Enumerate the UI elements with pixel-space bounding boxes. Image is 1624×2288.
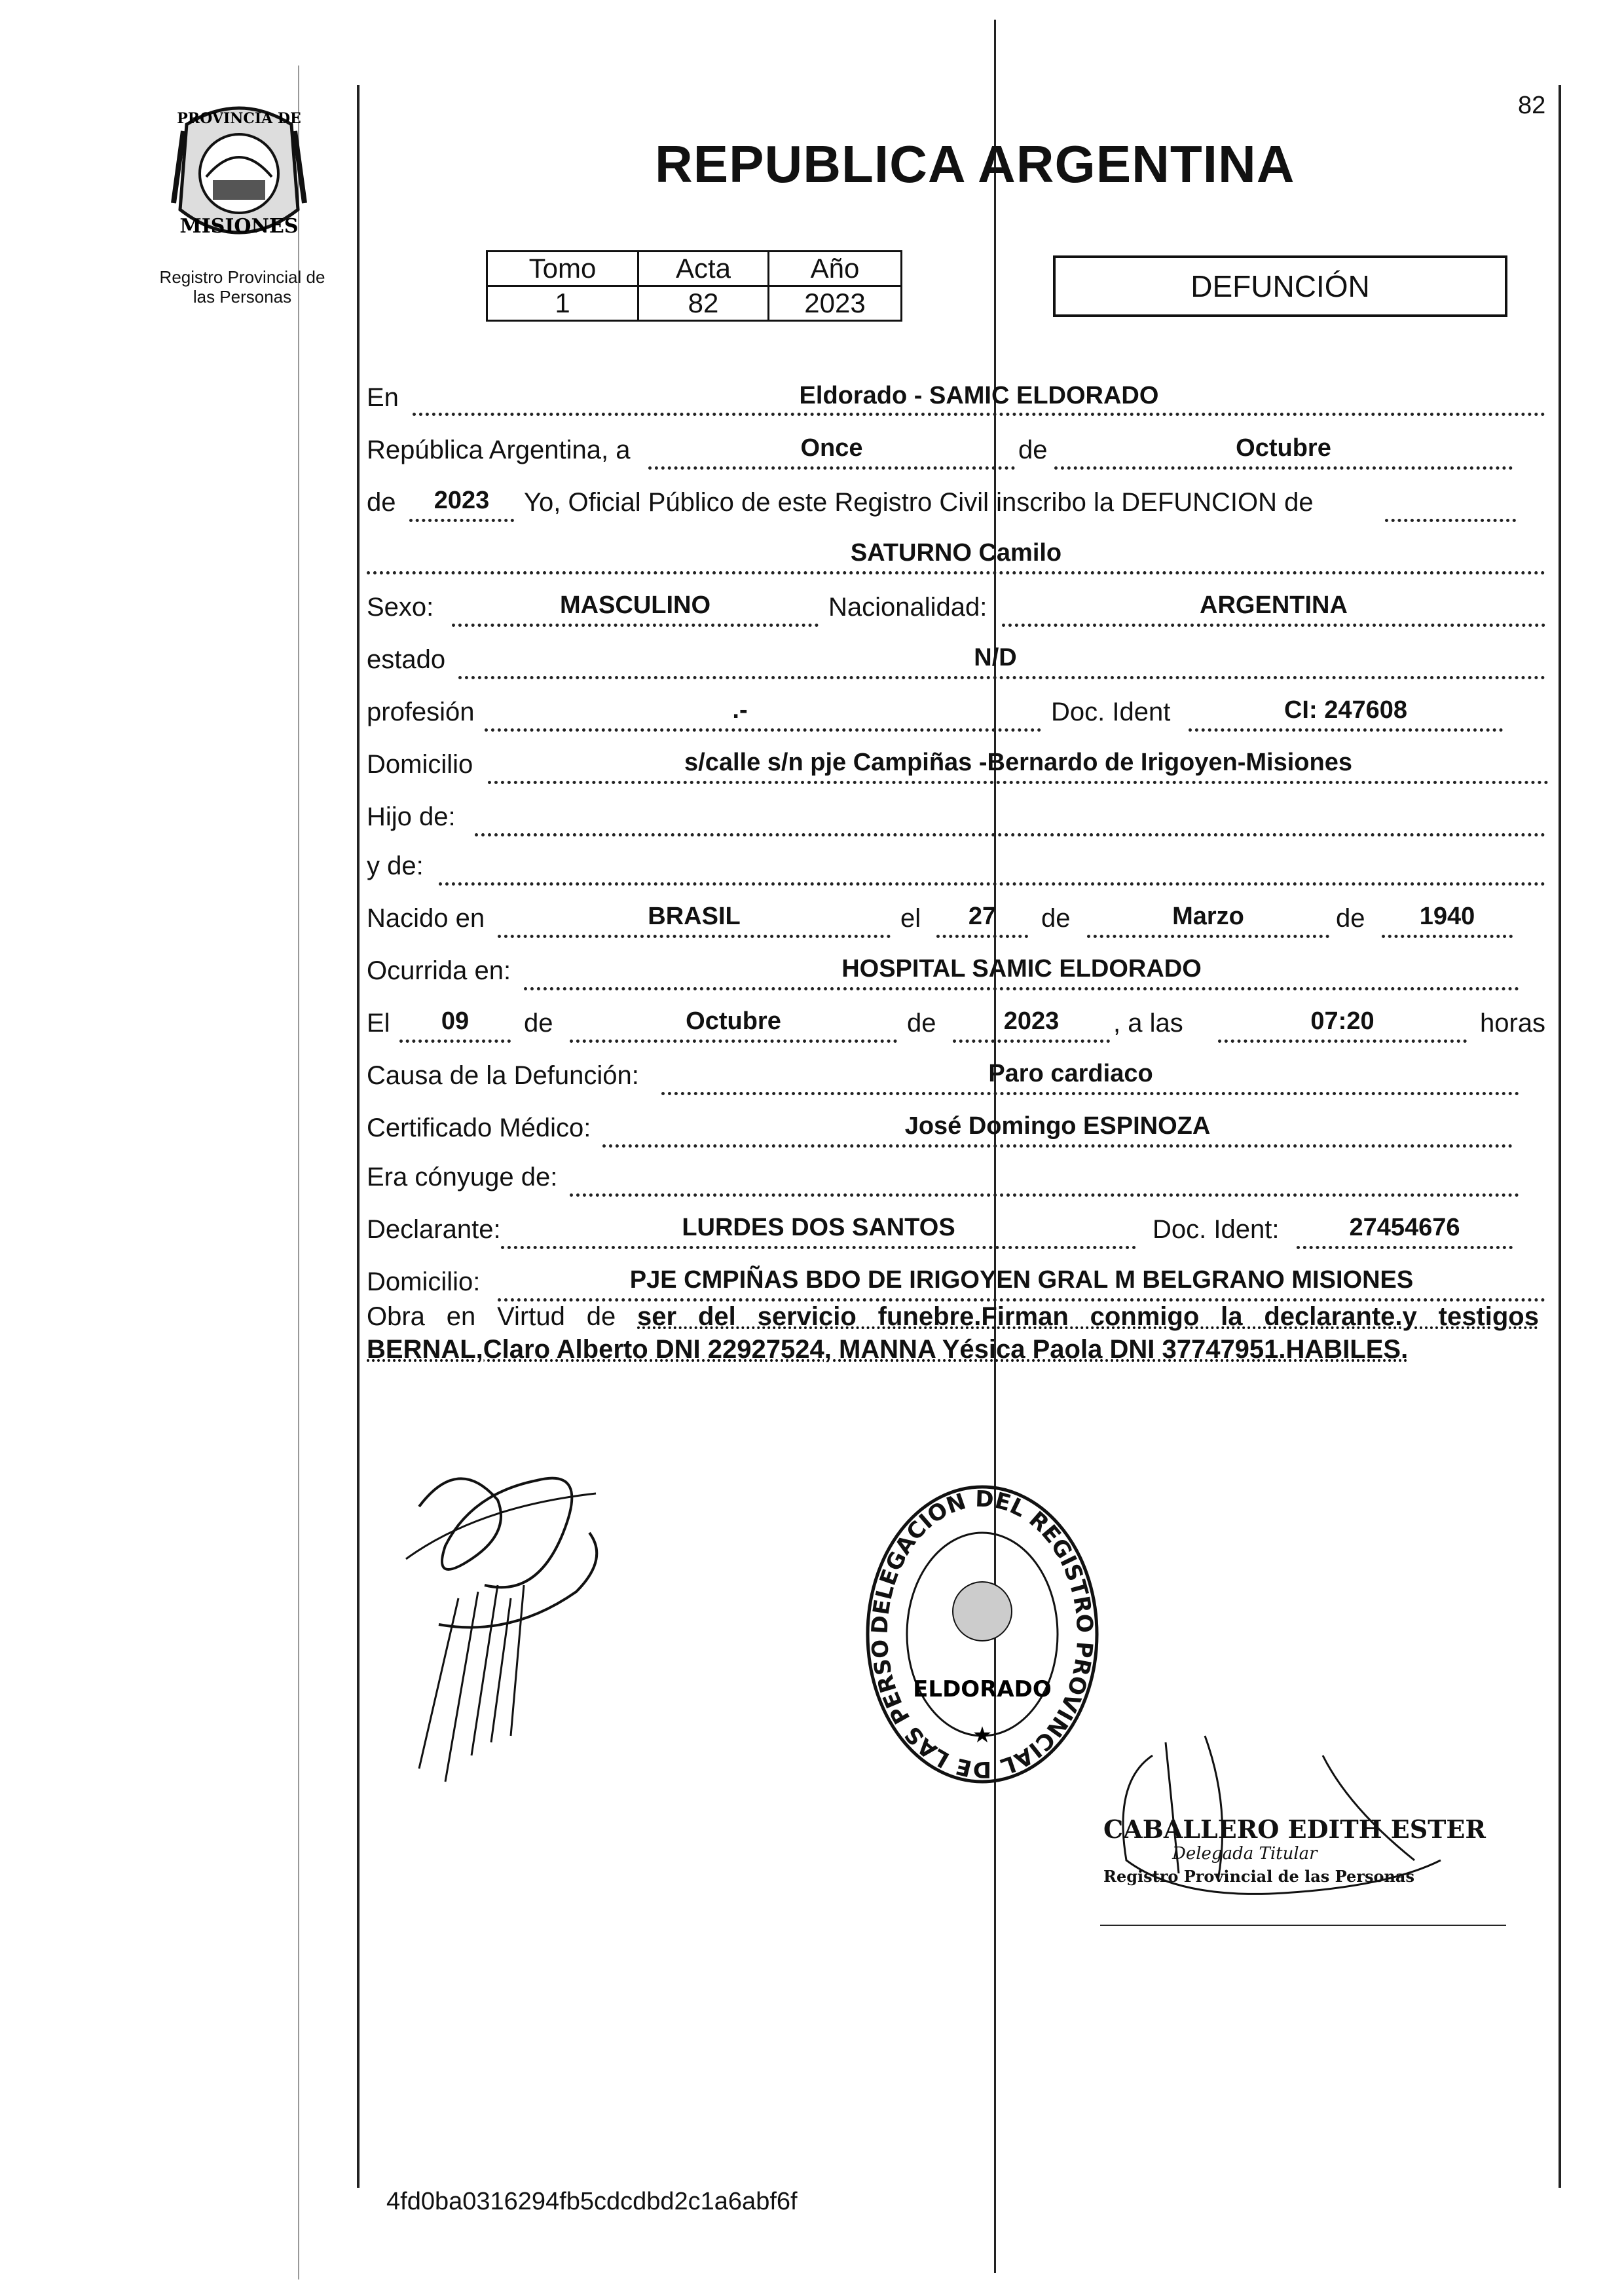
dots-bday	[936, 935, 1028, 938]
certificado-label: Certificado Médico:	[367, 1114, 591, 1142]
dots-bmonth	[1087, 935, 1329, 938]
dots-time	[1218, 1040, 1467, 1043]
de-label-2: de	[367, 488, 396, 517]
declarant-signature	[380, 1428, 642, 1795]
estado-label: estado	[367, 645, 446, 674]
dots-oficial	[1385, 519, 1516, 522]
de-label-4: de	[1336, 904, 1365, 933]
logo-bottom-text: MISIONES	[179, 215, 299, 238]
dots-hijo	[475, 833, 1545, 836]
birth-day-value: 27	[968, 903, 997, 930]
table-header-anio: Año	[769, 252, 902, 286]
dots-domicilio	[488, 781, 1549, 784]
de-label-1: de	[1018, 436, 1048, 464]
dots-certificado	[602, 1144, 1513, 1148]
death-day-value: 09	[441, 1007, 470, 1035]
page-number: 82	[1518, 92, 1546, 119]
profesion-label: profesión	[367, 698, 475, 726]
dots-ocurrida	[524, 987, 1519, 990]
dots-name	[367, 571, 1545, 574]
ocurrida-label: Ocurrida en:	[367, 956, 511, 985]
obra-label: Obra en Virtud de	[367, 1302, 616, 1331]
month-value: Octubre	[1236, 434, 1331, 462]
logo-top-text: PROVINCIA DE	[177, 110, 301, 127]
decl-doc-value: 27454676	[1349, 1214, 1460, 1241]
dots-byear	[1382, 935, 1513, 938]
dots-conyuge	[570, 1193, 1519, 1197]
seal-star-icon: ★	[972, 1723, 993, 1748]
dots-year	[409, 519, 514, 522]
table-header-tomo: Tomo	[487, 252, 638, 286]
obra-value: ser del servicio funebre.Firman conmigo la declarante.y testigos BERNAL,Claro Alberto DNI 22927524, MANNA Yésica Paola DNI 37747951.HABILES.	[367, 1302, 1539, 1364]
table-value-acta: 82	[638, 286, 769, 321]
year-value: 2023	[434, 487, 490, 514]
de-label-3: de	[1041, 904, 1071, 933]
dots-sexo	[452, 624, 819, 627]
death-time-value: 07:20	[1310, 1007, 1375, 1035]
doc-ident-value: CI: 247608	[1283, 696, 1407, 724]
nacionalidad-value: ARGENTINA	[1200, 591, 1348, 619]
decl-doc-label: Doc. Ident:	[1153, 1215, 1280, 1244]
horas-label: horas	[1480, 1009, 1546, 1038]
nacionalidad-label: Nacionalidad:	[828, 593, 987, 622]
declarante-value: LURDES DOS SANTOS	[682, 1214, 955, 1241]
official-stamp	[1074, 1729, 1519, 1926]
dots-en	[413, 413, 1545, 416]
ocurrida-value: HOSPITAL SAMIC ELDORADO	[841, 955, 1202, 983]
logo-caption-line2: las Personas	[193, 287, 292, 307]
profesion-value: .-	[732, 696, 748, 724]
table-value-tomo: 1	[487, 286, 638, 321]
stamp-name: CABALLERO EDITH ESTER	[1103, 1814, 1486, 1844]
day-words-value: Once	[800, 434, 863, 462]
domicilio-value: s/calle s/n pje Campiñas -Bernardo de Irigoyen-Misiones	[684, 749, 1352, 776]
dots-yde	[439, 882, 1545, 886]
death-month-value: Octubre	[686, 1007, 781, 1035]
record-type-box: DEFUNCIÓN	[1053, 255, 1507, 317]
death-year-value: 2023	[1003, 1007, 1060, 1035]
domicilio-label: Domicilio	[367, 750, 473, 779]
republica-label: República Argentina, a	[367, 436, 631, 464]
estado-value: N/D	[974, 644, 1017, 671]
oficial-text: Yo, Oficial Público de este Registro Civil inscribo la DEFUNCION de	[524, 488, 1314, 517]
dots-dday	[399, 1040, 511, 1043]
obra-paragraph	[367, 1300, 1539, 1366]
dots-decl-doc	[1297, 1246, 1513, 1249]
dots-nacionalidad	[1002, 624, 1545, 627]
conyuge-label: Era cónyuge de:	[367, 1163, 558, 1191]
el-label: el	[900, 904, 921, 933]
en-value: Eldorado - SAMIC ELDORADO	[799, 382, 1159, 409]
logo-caption	[144, 267, 341, 307]
certificado-value: José Domingo ESPINOZA	[904, 1112, 1211, 1140]
stamp-office: Registro Provincial de las Personas	[1103, 1867, 1414, 1886]
decl-domicilio-label: Domicilio:	[367, 1267, 481, 1296]
decl-domicilio-value: PJE CMPIÑAS BDO DE IRIGOYEN GRAL M BELGRANO MISIONES	[629, 1266, 1414, 1294]
right-margin-line	[1559, 85, 1561, 2188]
dots-causa	[661, 1092, 1519, 1095]
table-value-anio: 2023	[769, 286, 902, 321]
dots-doc	[1189, 728, 1503, 732]
declarante-label: Declarante:	[367, 1215, 501, 1244]
alas-label: , a las	[1113, 1009, 1183, 1038]
dots-profesion	[485, 728, 1041, 732]
left-edge-line	[298, 66, 299, 2279]
nacido-label: Nacido en	[367, 904, 485, 933]
dots-estado	[458, 676, 1545, 679]
dots-month	[1054, 466, 1513, 470]
causa-label: Causa de la Defunción:	[367, 1061, 639, 1090]
seal-ring-text: DELEGACION DEL REGISTRO PROVINCIAL DE LAS PERSO	[866, 1486, 1098, 1783]
seal-inner-text: ELDORADO	[913, 1676, 1052, 1702]
dots-declarante	[501, 1246, 1136, 1249]
nacido-value: BRASIL	[648, 903, 741, 930]
province-logo	[167, 98, 311, 249]
hijo-label: Hijo de:	[367, 802, 456, 831]
sexo-label: Sexo:	[367, 593, 434, 622]
sexo-value: MASCULINO	[559, 591, 711, 619]
document-hash: 4fd0ba0316294fb5cdcdbd2c1a6abf6f	[386, 2188, 798, 2215]
El-label: El	[367, 1009, 390, 1038]
left-margin-line	[357, 85, 360, 2188]
de-label-6: de	[907, 1009, 936, 1038]
dots-day	[648, 466, 1015, 470]
birth-month-value: Marzo	[1172, 903, 1244, 930]
doc-ident-label: Doc. Ident	[1051, 698, 1171, 726]
birth-year-value: 1940	[1419, 903, 1475, 930]
table-header-acta: Acta	[638, 252, 769, 286]
dots-dyear	[953, 1040, 1110, 1043]
page-title: REPUBLICA ARGENTINA	[655, 135, 1295, 193]
dots-dmonth	[570, 1040, 897, 1043]
deceased-name-value: SATURNO Camilo	[850, 539, 1062, 567]
de-label-5: de	[524, 1009, 553, 1038]
register-table	[486, 250, 902, 322]
dots-nacido	[498, 935, 891, 938]
official-seal	[858, 1480, 1107, 1788]
yde-label: y de:	[367, 852, 424, 880]
stamp-title: Delegada Titular	[1172, 1844, 1318, 1864]
en-label: En	[367, 383, 399, 412]
logo-caption-line1: Registro Provincial de	[159, 267, 325, 287]
causa-value: Paro cardiaco	[988, 1060, 1153, 1087]
